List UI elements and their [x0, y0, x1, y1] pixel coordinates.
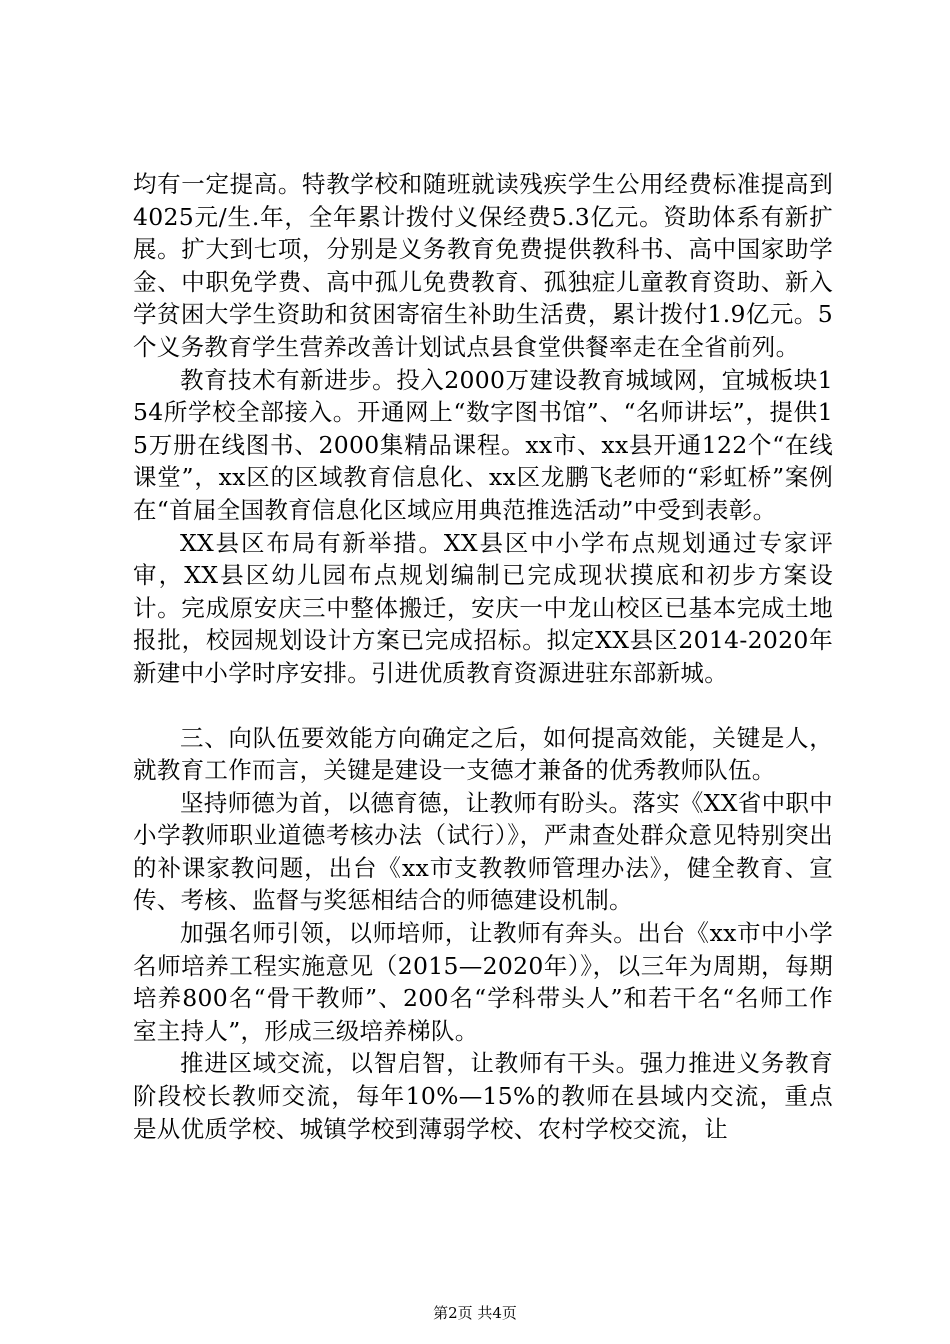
paragraph-education-technology: 教育技术有新进步。投入2000万建设教育城域网，宜城板块154所学校全部接入。开通网上“数字图书馆”、“名师讲坛”，提供15万册在线图书、2000集精品课程。xx市、xx县开通122个“在线课堂”，xx区的区域教育信息化、xx区龙鹏飞老师的“彩虹桥”案例在“首届全国教育信息化区域应用典范推选活动”中受到表彰。	[133, 365, 833, 524]
paragraph-continued-funding: 均有一定提高。特教学校和随班就读残疾学生公用经费标准提高到4025元/生.年，全年累计拨付义保经费5.3亿元。资助体系有新扩展。扩大到七项，分别是义务教育免费提供教科书、高中国家助学金、中职免学费、高中孤儿免费教育、孤独症儿童教育资助、新入学贫困大学生资助和贫困寄宿生补助生活费，累计拨付1.9亿元。5个义务教育学生营养改善计划试点县食堂供餐率走在全省前列。	[133, 170, 833, 361]
paragraph-section-three-heading: 三、向队伍要效能方向确定之后，如何提高效能，关键是人，就教育工作而言，关键是建设一支德才兼备的优秀教师队伍。	[133, 723, 833, 785]
paragraph-master-teachers: 加强名师引领，以师培师，让教师有奔头。出台《xx市中小学名师培养工程实施意见（2015—2020年）》，以三年为周期，每期培养800名“骨干教师”、200名“学科带头人”和若干名“名师工作室主持人”，形成三级培养梯队。	[133, 919, 833, 1045]
paragraph-regional-exchange: 推进区域交流，以智启智，让教师有干头。强力推进义务教育阶段校长教师交流，每年10%—15%的教师在县域内交流，重点是从优质学校、城镇学校到薄弱学校、农村学校交流，让	[133, 1049, 833, 1143]
paragraph-school-layout: XX县区布局有新举措。XX县区中小学布点规划通过专家评审，XX县区幼儿园布点规划编制已完成现状摸底和初步方案设计。完成原安庆三中整体搬迁，安庆一中龙山校区已基本完成土地报批，校园规划设计方案已完成招标。拟定XX县区2014-2020年新建中小学时序安排。引进优质教育资源进驻东部新城。	[133, 528, 833, 687]
section-gap	[133, 690, 833, 722]
document-body	[133, 168, 833, 1145]
page-footer: 第2页 共4页	[433, 1304, 517, 1322]
paragraph-teacher-ethics: 坚持师德为首，以德育德，让教师有盼头。落实《XX省中职中小学教师职业道德考核办法（试行）》，严肃查处群众意见特别突出的补课家教问题，出台《xx市支教教师管理办法》，健全教育、宣传、考核、监督与奖惩相结合的师德建设机制。	[133, 788, 833, 915]
